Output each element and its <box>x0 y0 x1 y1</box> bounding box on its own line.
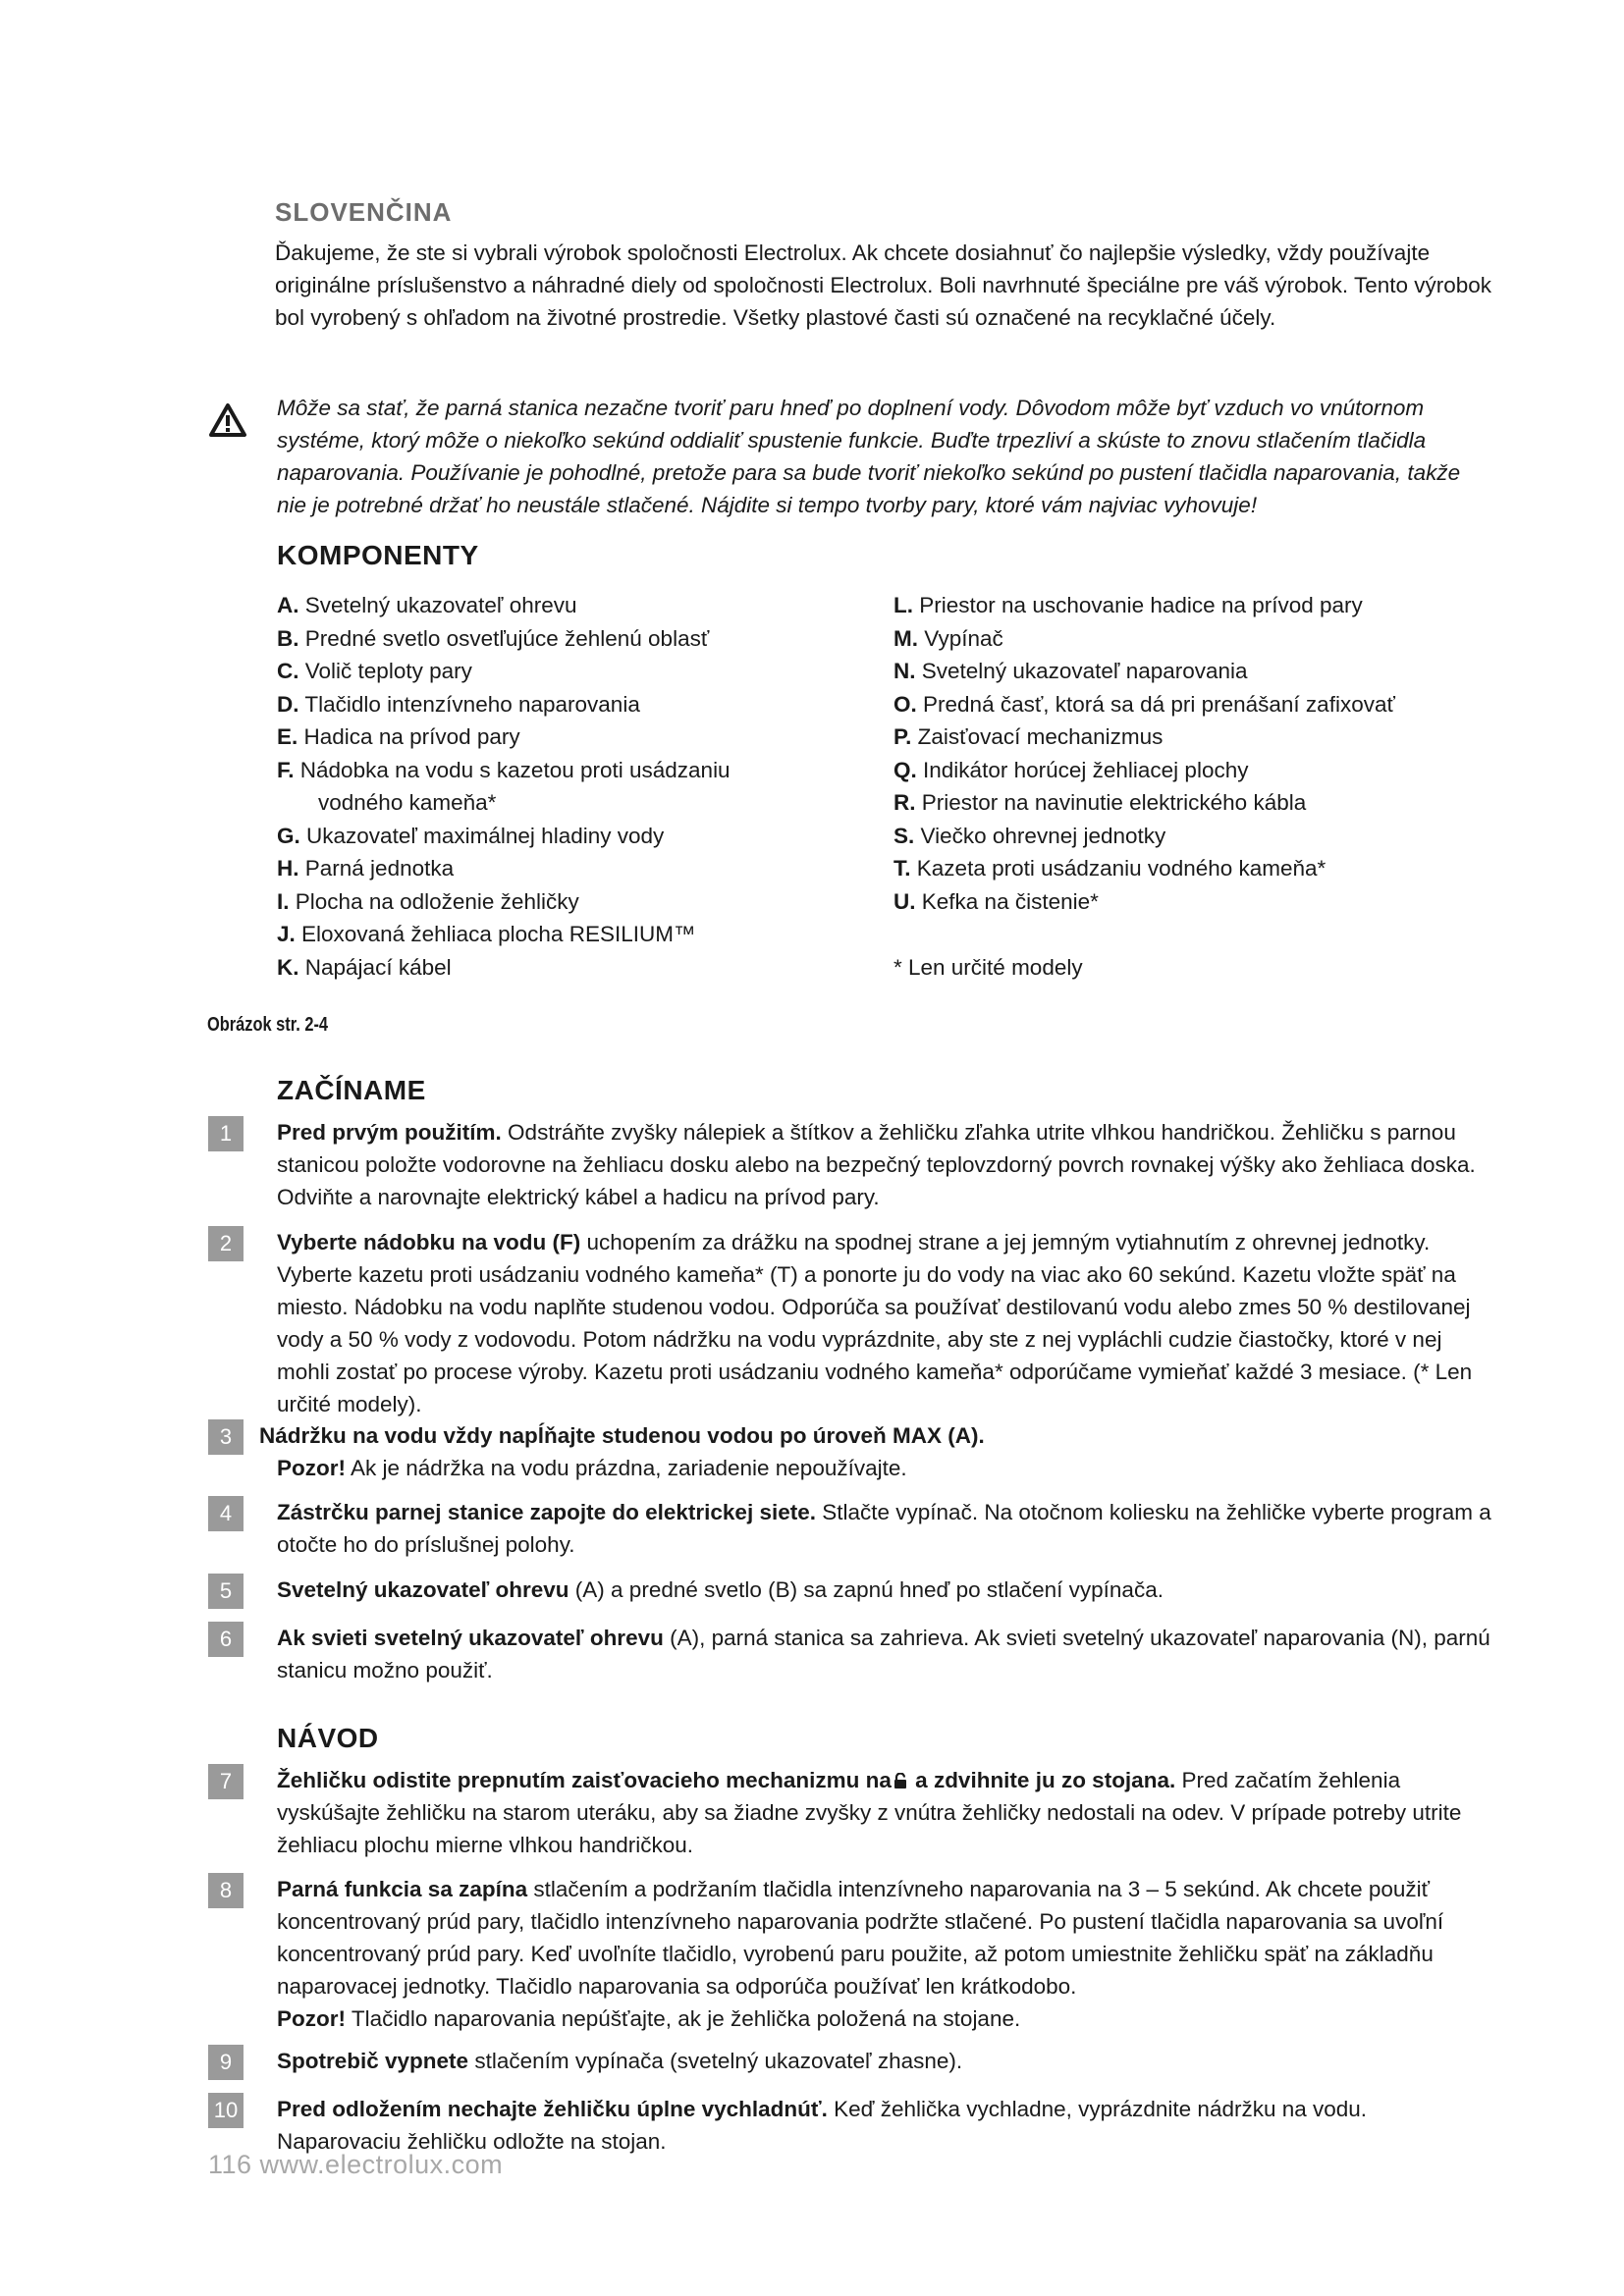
component-t: T. Kazeta proti usádzaniu vodného kameňa* <box>893 856 1326 881</box>
component-g: G. Ukazovateľ maximálnej hladiny vody <box>277 823 665 848</box>
step-10: Pred odložením nechajte žehličku úplne vychladnúť. Keď žehlička vychladne, vyprázdnite nádržku na vodu. Naparovaciu žehličku odložte na stojan. <box>277 2097 1368 2154</box>
component-o: O. Predná časť, ktorá sa dá pri prenášaní zafixovať <box>893 691 1395 717</box>
component-k: K. Napájací kábel <box>277 954 452 980</box>
page-footer: 116 www.electrolux.com <box>208 2150 504 2179</box>
unlock-icon <box>893 1773 907 1789</box>
step-8: Parná funkcia sa zapína stlačením a podržaním tlačidla intenzívneho naparovania na 3 – 5 sekúnd. Ak chcete použiť koncentrovaný prúd pary, tlačidlo intenzívneho naparovania podržte stlačené. Po pustení tlačidla naparovania sa uvoľní koncentrovaný prúd pary. Keď uvoľníte tlačidlo, vyrobenú paru použite, až potom umiestnite žehličku späť na základňu naparovacej jednotky. Tlačidlo naparovania sa odporúča používať len krátkodobo. Pozor! Tlačidlo naparovania nepúšťajte, ak je žehlička položená na stojane. <box>277 1877 1444 2031</box>
component-n: N. Svetelný ukazovateľ naparovania <box>893 659 1248 683</box>
component-s: S. Viečko ohrevnej jednotky <box>893 823 1166 848</box>
component-b: B. Predné svetlo osvetľujúce žehlenú oblasť <box>277 625 710 651</box>
component-e: E. Hadica na prívod pary <box>277 724 520 749</box>
step-badge-6: 6 <box>208 1622 244 1657</box>
component-m: M. Vypínač <box>893 625 1003 651</box>
intro-paragraph: Ďakujeme, že ste si vybrali výrobok spoločnosti Electrolux. Ak chcete dosiahnuť čo najlepšie výsledky, vždy používajte originálne príslušenstvo a náhradné diely od spoločnosti Electrolux. Boli navrhnuté špeciálne pre váš výrobok. Tento výrobok bol vyrobený s ohľadom na životné prostredie. Všetky plastové časti sú označené na recyklačné účely. <box>275 240 1492 330</box>
component-r: R. Priestor na navinutie elektrického kábla <box>893 790 1307 815</box>
step-1: Pred prvým použitím. Odstráňte zvyšky nálepiek a štítkov a žehličku zľahka utrite vlhkou handričkou. Žehličku s parnou stanicou položte vodorovne na žehliacu dosku alebo na bezpečný teplovzdorný povrch rovnakej výšky ako žehliaca doska. Odviňte a narovnajte elektrický kábel a hadicu na prívod pary. <box>277 1120 1476 1209</box>
getting-started-heading: ZAČÍNAME <box>277 1075 426 1105</box>
step-badge-10: 10 <box>208 2093 244 2128</box>
step-2: Vyberte nádobku na vodu (F) uchopením za drážku na spodnej strane a jej jemným vytiahnutím z ohrevnej jednotky. Vyberte kazetu proti usádzaniu vodného kameňa* (T) a ponorte ju do vody na viac ako 60 sekúnd. Kazetu vložte späť na miesto. Nádobku na vodu naplňte studenou vodou. Odporúča sa používať destilovanú vodu alebo zmes 50 % destilovanej vody a 50 % vody z vodovodu. Potom nádržku na vodu vyprázdnite, aby ste z nej vypláchli cudzie čiastočky, ktoré v nej mohli zostať po procese výroby. Kazetu proti usádzaniu vodného kameňa* odporúčame vymieňať každé 3 mesiace. (* Len určité modely). <box>277 1230 1473 1416</box>
instructions-heading: NÁVOD <box>277 1723 379 1753</box>
step-badge-7: 7 <box>208 1764 244 1799</box>
step-6: Ak svieti svetelný ukazovateľ ohrevu (A), parná stanica sa zahrieva. Ak svieti svetelný ukazovateľ naparovania (N), parnú stanicu možno použiť. <box>277 1626 1490 1682</box>
figure-reference: Obrázok str. 2-4 <box>207 1014 329 1036</box>
step-4: Zástrčku parnej stanice zapojte do elektrickej siete. Stlačte vypínač. Na otočnom koliesku na žehličke vyberte program a otočte ho do príslušnej polohy. <box>277 1500 1491 1557</box>
components-heading: KOMPONENTY <box>277 540 479 570</box>
step-badge-2: 2 <box>208 1226 244 1261</box>
step-badge-1: 1 <box>208 1116 244 1151</box>
component-c: C. Volič teploty pary <box>277 659 472 683</box>
step-7: Žehličku odistite prepnutím zaisťovacieho mechanizmu na a zdvihnite ju zo stojana. Pred začatím žehlenia vyskúšajte žehličku na starom uteráku, aby sa žiadne zvyšky z vnútra žehličky nedostali na odev. V prípade potreby utrite žehliacu plochu mierne vlhkou handričkou. <box>277 1768 1462 1857</box>
step-badge-9: 9 <box>208 2045 244 2080</box>
components-right-list <box>893 589 1395 918</box>
step-badge-5: 5 <box>208 1574 244 1609</box>
component-i: I. Plocha na odloženie žehličky <box>277 888 579 914</box>
component-h: H. Parná jednotka <box>277 856 455 881</box>
component-u: U. Kefka na čistenie* <box>893 888 1099 914</box>
components-left-list <box>277 589 731 984</box>
warning-text: Môže sa stať, že parná stanica nezačne tvoriť paru hneď po doplnení vody. Dôvodom môže byť vzduch vo vnútornom systéme, ktorý môže o niekoľko sekúnd oddialiť spustenie funkcie. Buďte trpezliví a skúste to znovu stlačením tlačidla naparovania. Používanie je pohodlné, pretože para sa bude tvoriť niekoľko sekúnd po pustení tlačidla naparovania, takže nie je potrebné držať ho neustále stlačené. Nájdite si tempo tvorby pary, ktoré vám najviac vyhovuje! <box>277 396 1461 517</box>
component-p: P. Zaisťovací mechanizmus <box>893 724 1164 749</box>
warning-icon <box>208 402 247 438</box>
step-badge-4: 4 <box>208 1496 244 1531</box>
component-f: F. Nádobka na vodu s kazetou proti usádzaniu <box>277 757 731 782</box>
step-badge-3: 3 <box>208 1419 244 1455</box>
component-f-continued: vodného kameňa* <box>318 790 497 815</box>
step-3: Nádržku na vodu vždy napĺňajte studenou vodou po úroveň MAX (A). Pozor! Ak je nádržka na vodu prázdna, zariadenie nepoužívajte. <box>259 1423 985 1480</box>
step-badge-8: 8 <box>208 1873 244 1908</box>
components-note: * Len určité modely <box>893 955 1083 980</box>
step-5: Svetelný ukazovateľ ohrevu (A) a predné svetlo (B) sa zapnú hneď po stlačení vypínača. <box>277 1577 1164 1602</box>
step-9: Spotrebič vypnete stlačením vypínača (svetelný ukazovateľ zhasne). <box>277 2049 963 2073</box>
component-l: L. Priestor na uschovanie hadice na prívod pary <box>893 593 1363 617</box>
language-title: SLOVENČINA <box>275 197 453 227</box>
component-d: D. Tlačidlo intenzívneho naparovania <box>277 691 640 717</box>
component-q: Q. Indikátor horúcej žehliacej plochy <box>893 757 1249 782</box>
component-j: J. Eloxovaná žehliaca plocha RESILIUM™ <box>277 922 696 946</box>
component-a: A. Svetelný ukazovateľ ohrevu <box>277 593 577 617</box>
